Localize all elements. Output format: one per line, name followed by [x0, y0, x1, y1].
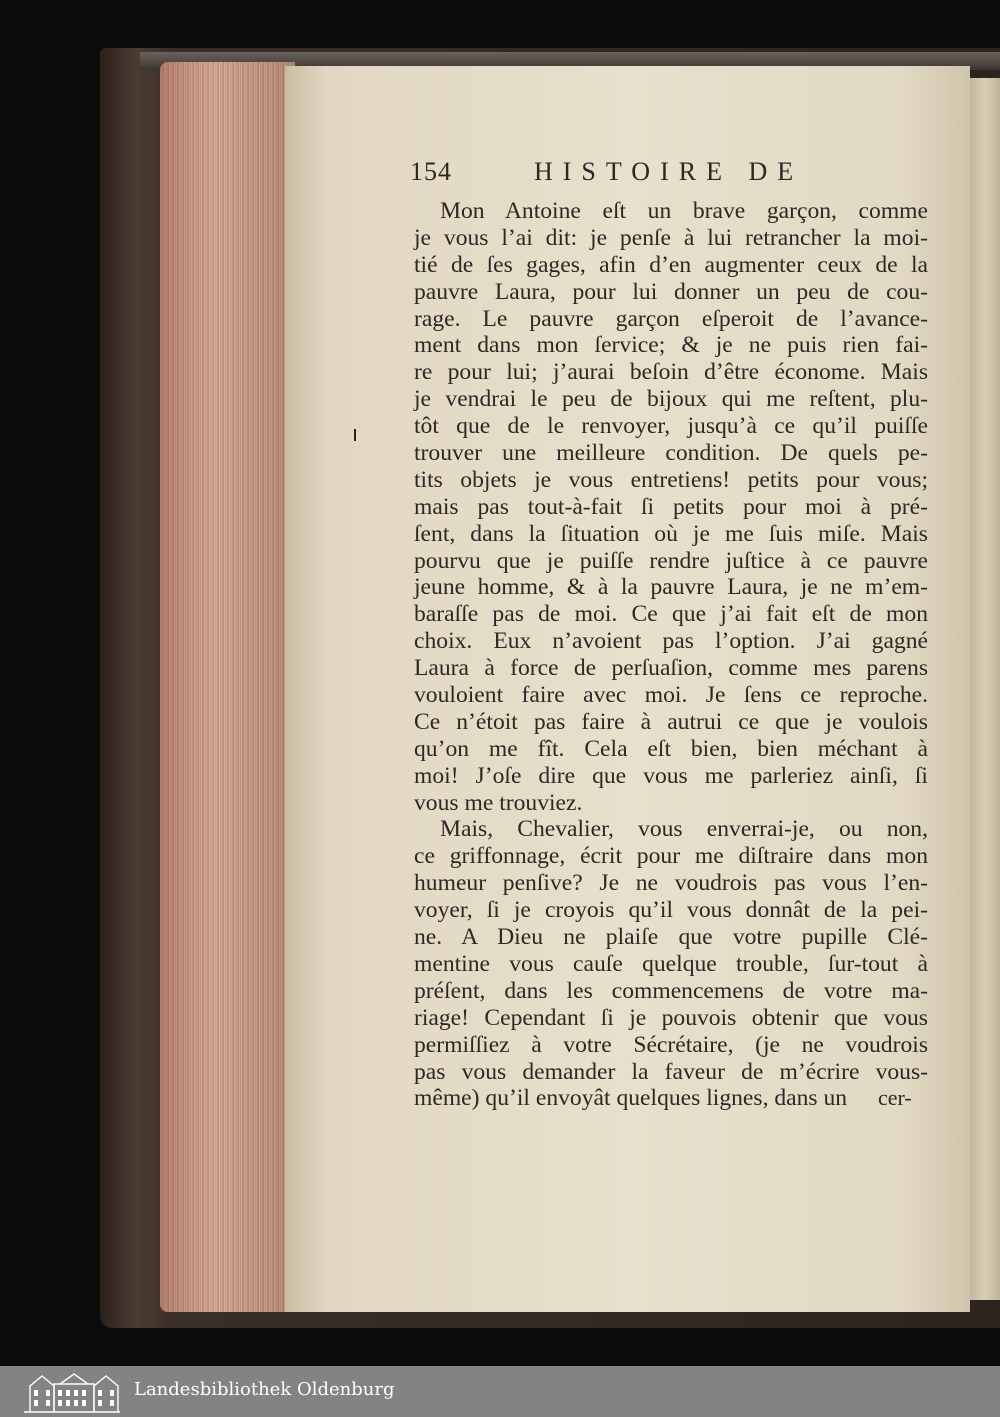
text-line: Mais, Chevalier, vous enverrai-je, ou non, [440, 816, 928, 843]
text-line: je vous l’ai dit: je penſe à lui retrancher la moi- [414, 224, 928, 251]
text-line: tié de ſes gages, afin d’en augmenter ceux de la [414, 251, 928, 278]
text-line: baraſſe pas de moi. Ce que j’ai fait eſt de mon [414, 601, 928, 628]
text-line: moi! J’oſe dire que vous me parleriez ainſi, ſi [414, 762, 928, 789]
text-line: Mon Antoine eſt un brave garçon, comme [440, 198, 928, 224]
text-line: vouloient faire avec moi. Je ſens ce reproche. [414, 682, 928, 709]
text-line: tits objets je vous entretiens! petits pour vous; [414, 466, 928, 493]
text-line: riage! Cependant ſi je pouvois obtenir que vous [414, 1004, 928, 1031]
page-edges [160, 62, 295, 1312]
text-line: ſent, dans la ſituation où je me ſuis miſe. Mais [414, 520, 928, 547]
catchword: cer- [878, 1085, 912, 1110]
text-line: jeune homme, & à la pauvre Laura, je ne m’em- [414, 574, 928, 601]
page-text [414, 198, 928, 1112]
page-number: 154 [410, 157, 452, 186]
footer-bar [0, 1366, 1000, 1417]
text-line: tôt que de le renvoyer, jusqu’à ce qu’il puiſſe [414, 413, 928, 440]
text-line: Ce n’étoit pas faire à autrui ce que je voulois [414, 708, 928, 735]
stray-mark [354, 429, 356, 441]
text-line: rage. Le pauvre garçon eſperoit de l’avance- [414, 305, 928, 332]
library-building-logo-icon [22, 1370, 122, 1414]
text-line: voyer, ſi je croyois qu’il vous donnât de la pei- [414, 897, 928, 924]
text-line: ment dans mon ſervice; & je ne puis rien fai- [414, 332, 928, 359]
text-line: ne. A Dieu ne plaiſe que votre pupille Clé- [414, 924, 928, 951]
text-line: trouver une meilleure condition. De quels pe- [414, 440, 928, 467]
text-line: préſent, dans les commencemens de votre ma- [414, 977, 928, 1004]
running-title: HISTOIRE DE [534, 157, 804, 186]
text-line: mais pas tout-à-fait ſi petits pour moi à pré- [414, 493, 928, 520]
institution-name: Landesbibliothek Oldenburg [134, 1379, 395, 1400]
text-line: mentine vous cauſe quelque trouble, ſur-tout à [414, 950, 928, 977]
text-line: pourvu que je puiſſe rendre juſtice à ce pauvre [414, 547, 928, 574]
text-line: re pour lui; j’aurai beſoin d’être économe. Mais [414, 359, 928, 386]
text-line: je vendrai le peu de bijoux qui me reſtent, plu- [414, 386, 928, 413]
text-line: ce griffonnage, écrit pour me diſtraire dans mon [414, 843, 928, 870]
text-line: qu’on me fît. Cela eſt bien, bien méchant à [414, 735, 928, 762]
text-line: pauvre Laura, pour lui donner un peu de cou- [414, 278, 928, 305]
text-line: même) qu’il envoyât quelques lignes, dans un [414, 1085, 848, 1112]
text-line: humeur penſive? Je ne voudrois pas vous l’en- [414, 870, 928, 897]
text-line: Laura à force de perſuaſion, comme mes parens [414, 655, 928, 682]
text-line: choix. Eux n’avoient pas l’option. J’ai gagné [414, 628, 928, 655]
page-header [410, 157, 930, 191]
text-line: pas vous demander la faveur de m’écrire vous- [414, 1058, 928, 1085]
text-line: permiſſiez à votre Sécrétaire, (je ne voudrois [414, 1031, 928, 1058]
text-line: vous me trouviez. [414, 789, 583, 816]
